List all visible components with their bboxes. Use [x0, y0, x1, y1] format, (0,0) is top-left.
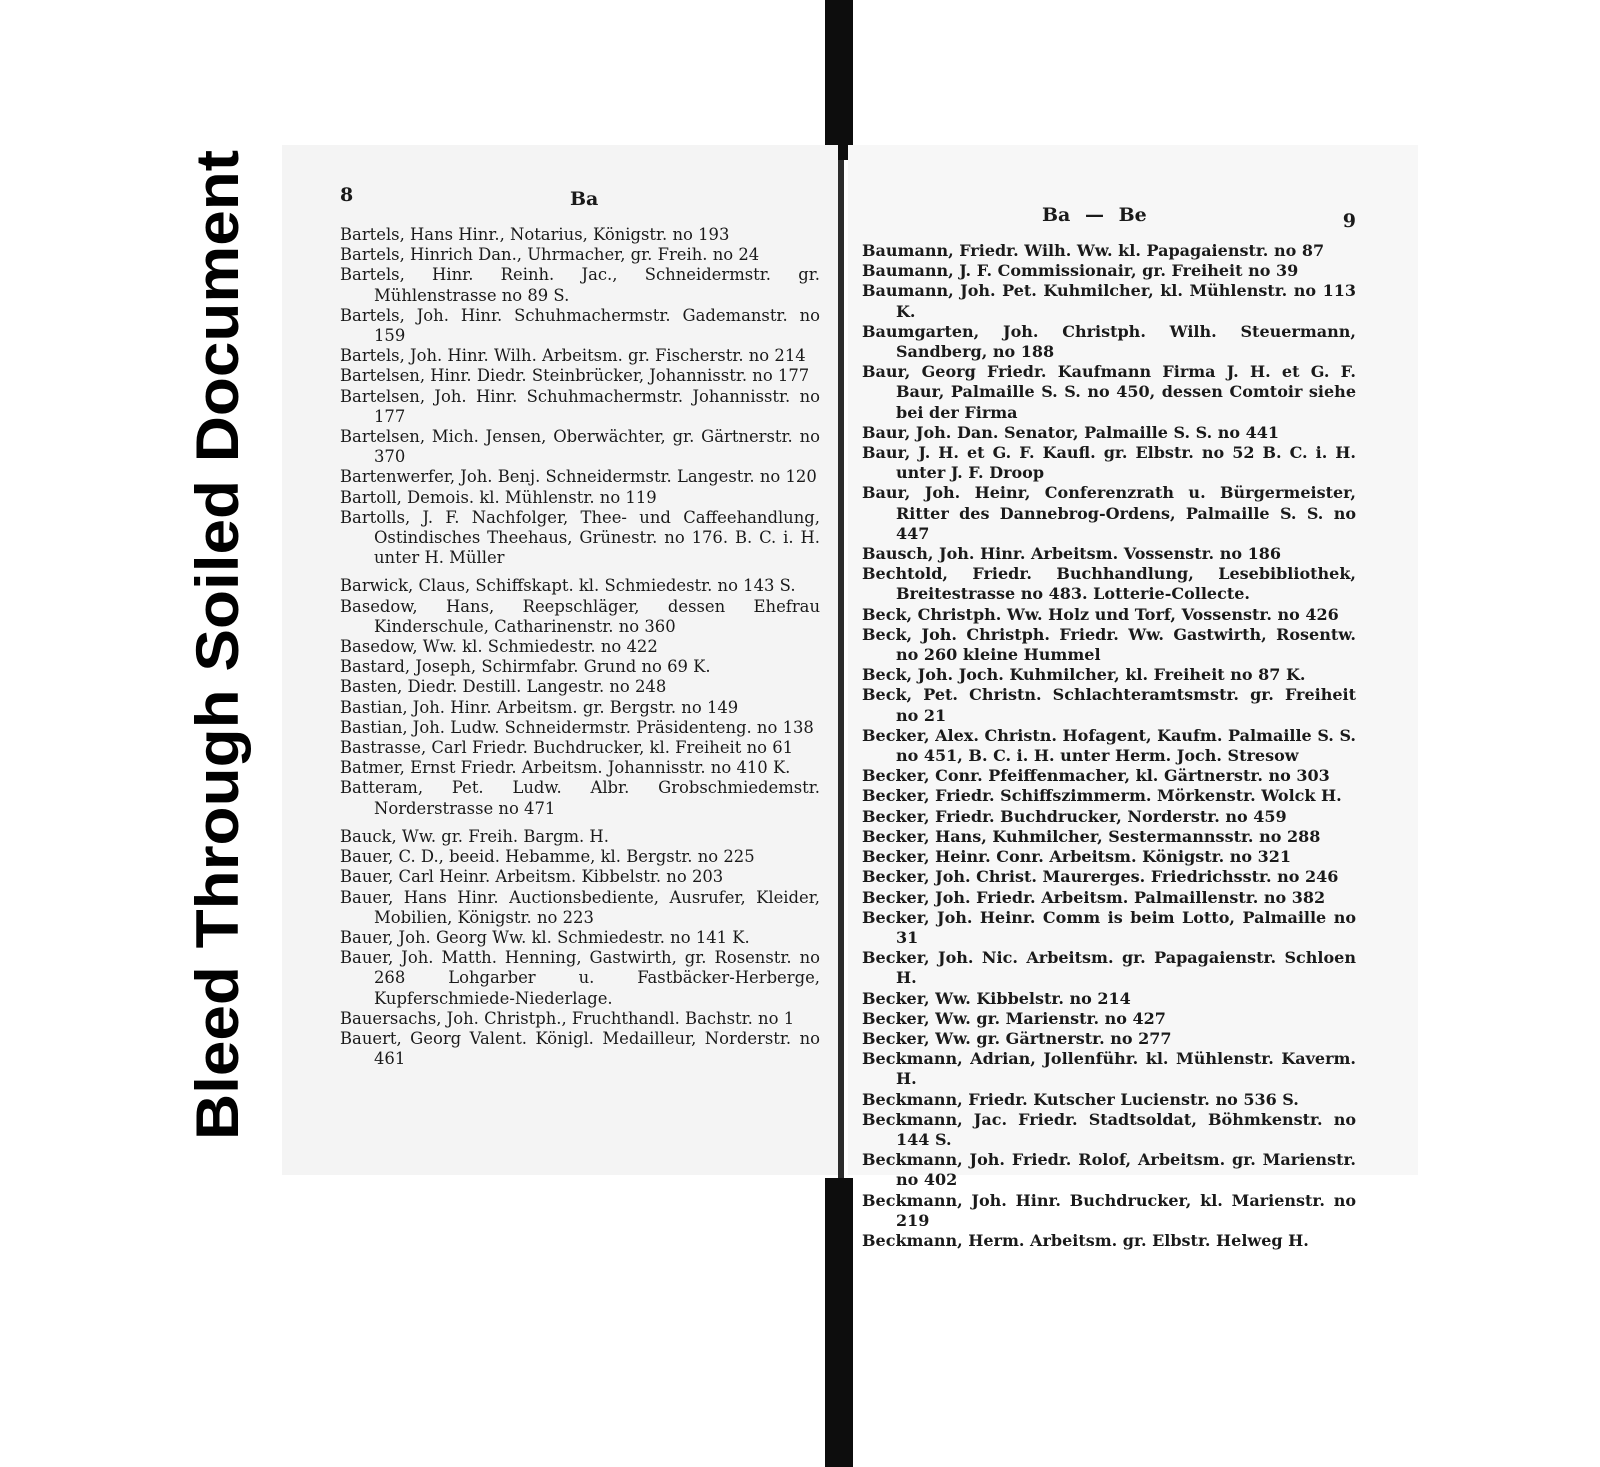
right-page-header: [862, 201, 1356, 241]
right-entry-list: [862, 241, 1356, 1251]
directory-entry: Bausch, Joh. Hinr. Arbeitsm. Vossenstr. no 186: [862, 544, 1281, 564]
left-page: [282, 145, 838, 1175]
directory-entry: Becker, Joh. Christ. Maurerges. Friedrichsstr. no 246: [862, 867, 1339, 887]
directory-entry: Bartelsen, Mich. Jensen, Oberwächter, gr. Gärtnerstr. no 370: [340, 427, 820, 467]
book-gutter: [838, 160, 844, 1180]
directory-entry: Baur, Georg Friedr. Kaufmann Firma J. H. et G. F. Baur, Palmaille S. S. no 450, dessen Comtoir siehe bei der Firma: [862, 362, 1356, 422]
directory-entry: Basedow, Hans, Reepschläger, dessen Ehefrau Kinderschule, Catharinenstr. no 360: [340, 596, 820, 636]
stamp-svg: [180, 140, 270, 1175]
directory-entry: Becker, Joh. Heinr. Comm is beim Lotto, Palmaille no 31: [862, 907, 1356, 947]
directory-entry: Bauck, Ww. gr. Freih. Bargm. H.: [340, 826, 609, 846]
stamp-text: Bleed Through Soiled Document: [184, 209, 251, 1140]
right-page-number: 9: [1342, 210, 1356, 232]
directory-entry: Baur, Joh. Dan. Senator, Palmaille S. S. no 441: [862, 422, 1280, 442]
directory-entry: Bartels, Joh. Hinr. Wilh. Arbeitsm. gr. Fischerstr. no 214: [340, 346, 806, 366]
directory-entry: Beckmann, Joh. Hinr. Buchdrucker, kl. Marienstr. no 219: [862, 1190, 1356, 1230]
bleed-through-stamp: [180, 140, 270, 1175]
directory-entry: Bauer, Joh. Matth. Henning, Gastwirth, gr. Rosenstr. no 268 Lohgarber u. Fastbäcker-Herberge, Kupferschmiede-Niederlage.: [340, 948, 820, 1008]
directory-entry: Becker, Heinr. Conr. Arbeitsm. Königstr. no 321: [862, 847, 1292, 867]
directory-entry: Beckmann, Joh. Friedr. Rolof, Arbeitsm. gr. Marienstr. no 402: [862, 1150, 1356, 1190]
directory-entry: Becker, Ww. Kibbelstr. no 214: [862, 988, 1131, 1008]
directory-entry: Bartels, Hinr. Reinh. Jac., Schneidermstr. gr. Mühlenstrasse no 89 S.: [340, 265, 820, 305]
directory-entry: Baur, J. H. et G. F. Kaufl. gr. Elbstr. no 52 B. C. i. H. unter J. F. Droop: [862, 443, 1356, 483]
directory-entry: Baumann, J. F. Commissionair, gr. Freiheit no 39: [862, 261, 1299, 281]
directory-entry: Beckmann, Herm. Arbeitsm. gr. Elbstr. Helweg H.: [862, 1230, 1309, 1250]
directory-entry: Bastard, Joseph, Schirmfabr. Grund no 69 K.: [340, 657, 711, 677]
directory-entry: Basten, Diedr. Destill. Langestr. no 248: [340, 677, 667, 697]
directory-entry: Beckmann, Adrian, Jollenführ. kl. Mühlenstr. Kaverm. H.: [862, 1049, 1356, 1089]
directory-entry: Becker, Joh. Friedr. Arbeitsm. Palmaillenstr. no 382: [862, 887, 1326, 907]
directory-entry: Bartolls, J. F. Nachfolger, Thee- und Caffeehandlung, Ostindisches Theehaus, Grünestr. no 176. B. C. i. H. unter H. Müller: [340, 507, 820, 568]
directory-entry: Batmer, Ernst Friedr. Arbeitsm. Johannisstr. no 410 K.: [340, 758, 791, 778]
directory-entry: Barwick, Claus, Schiffskapt. kl. Schmiedestr. no 143 S.: [340, 576, 796, 596]
left-page-header: [340, 185, 820, 225]
directory-entry: Bauer, Hans Hinr. Auctionsbediente, Ausrufer, Kleider, Mobilien, Königstr. no 223: [340, 887, 820, 927]
directory-entry: Becker, Joh. Nic. Arbeitsm. gr. Papagaienstr. Schloen H.: [862, 948, 1356, 988]
directory-entry: Bartels, Hinrich Dan., Uhrmacher, gr. Freih. no 24: [340, 245, 760, 265]
directory-entry: Bauert, Georg Valent. Königl. Medailleur, Norderstr. no 461: [340, 1028, 820, 1069]
directory-entry: Bartenwerfer, Joh. Benj. Schneidermstr. Langestr. no 120: [340, 467, 817, 487]
directory-entry: Bartelsen, Hinr. Diedr. Steinbrücker, Johannisstr. no 177: [340, 366, 810, 386]
directory-entry: Baur, Joh. Heinr, Conferenzrath u. Bürgermeister, Ritter des Dannebrog-Ordens, Palmaille S. S. no 447: [862, 483, 1356, 543]
directory-entry: Becker, Ww. gr. Marienstr. no 427: [862, 1008, 1166, 1028]
directory-entry: Basedow, Ww. kl. Schmiedestr. no 422: [340, 637, 658, 657]
directory-entry: Bauersachs, Joh. Christph., Fruchthandl. Bachstr. no 1: [340, 1008, 795, 1028]
directory-entry: Beckmann, Jac. Friedr. Stadtsoldat, Böhmkenstr. no 144 S.: [862, 1109, 1356, 1149]
left-page-title: Ba: [570, 188, 599, 210]
directory-entry: Bastian, Joh. Hinr. Arbeitsm. gr. Bergstr. no 149: [340, 697, 739, 717]
directory-entry: Becker, Friedr. Buchdrucker, Norderstr. no 459: [862, 806, 1287, 826]
directory-entry: Bartoll, Demois. kl. Mühlenstr. no 119: [340, 487, 657, 507]
directory-entry: Beck, Pet. Christn. Schlachteramtsmstr. gr. Freiheit no 21: [862, 685, 1356, 725]
directory-entry: Bauer, Joh. Georg Ww. kl. Schmiedestr. no 141 K.: [340, 927, 750, 947]
directory-entry: Becker, Conr. Pfeiffenmacher, kl. Gärtnerstr. no 303: [862, 766, 1330, 786]
directory-entry: Bartelsen, Joh. Hinr. Schuhmachermstr. Johannisstr. no 177: [340, 386, 820, 426]
directory-entry: Baumann, Joh. Pet. Kuhmilcher, kl. Mühlenstr. no 113 K.: [862, 281, 1356, 321]
directory-entry: Becker, Friedr. Schiffszimmerm. Mörkenstr. Wolck H.: [862, 786, 1342, 806]
directory-entry: Batteram, Pet. Ludw. Albr. Grobschmiedemstr. Norderstrasse no 471: [340, 778, 820, 818]
directory-entry: Bechtold, Friedr. Buchhandlung, Lesebibliothek, Breitestrasse no 483. Lotterie-Collecte.: [862, 564, 1356, 604]
directory-entry: Becker, Ww. gr. Gärtnerstr. no 277: [862, 1028, 1172, 1048]
directory-entry: Beck, Joh. Christph. Friedr. Ww. Gastwirth, Rosentw. no 260 kleine Hummel: [862, 624, 1356, 665]
binding-strip-bottom: [825, 1178, 853, 1467]
right-page: [848, 145, 1418, 1250]
directory-entry: Bartels, Hans Hinr., Notarius, Königstr. no 193: [340, 225, 730, 244]
binding-strip-top: [825, 0, 853, 160]
directory-entry: Bastian, Joh. Ludw. Schneidermstr. Präsidenteng. no 138: [340, 717, 814, 737]
directory-entry: Becker, Hans, Kuhmilcher, Sestermannsstr. no 288: [862, 826, 1321, 846]
left-entry-list: [340, 225, 820, 1069]
directory-entry: Bastrasse, Carl Friedr. Buchdrucker, kl. Freiheit no 61: [340, 738, 794, 758]
directory-entry: Becker, Alex. Christn. Hofagent, Kaufm. Palmaille S. S. no 451, B. C. i. H. unter Herm. Joch. Stresow: [862, 725, 1356, 766]
directory-entry: Beck, Christph. Ww. Holz und Torf, Vossenstr. no 426: [862, 604, 1339, 624]
directory-entry: Baumann, Friedr. Wilh. Ww. kl. Papagaienstr. no 87: [862, 241, 1325, 260]
directory-entry: Beckmann, Friedr. Kutscher Lucienstr. no 536 S.: [862, 1089, 1299, 1109]
directory-entry: Beck, Joh. Joch. Kuhmilcher, kl. Freiheit no 87 K.: [862, 665, 1306, 685]
directory-entry: Bauer, Carl Heinr. Arbeitsm. Kibbelstr. no 203: [340, 867, 724, 887]
directory-entry: Bartels, Joh. Hinr. Schuhmachermstr. Gademanstr. no 159: [340, 305, 820, 346]
left-page-number: 8: [340, 184, 354, 206]
directory-entry: Baumgarten, Joh. Christph. Wilh. Steuermann, Sandberg, no 188: [862, 321, 1356, 362]
right-page-title: Ba — Be: [1042, 204, 1147, 226]
directory-entry: Bauer, C. D., beeid. Hebamme, kl. Bergstr. no 225: [340, 847, 755, 867]
